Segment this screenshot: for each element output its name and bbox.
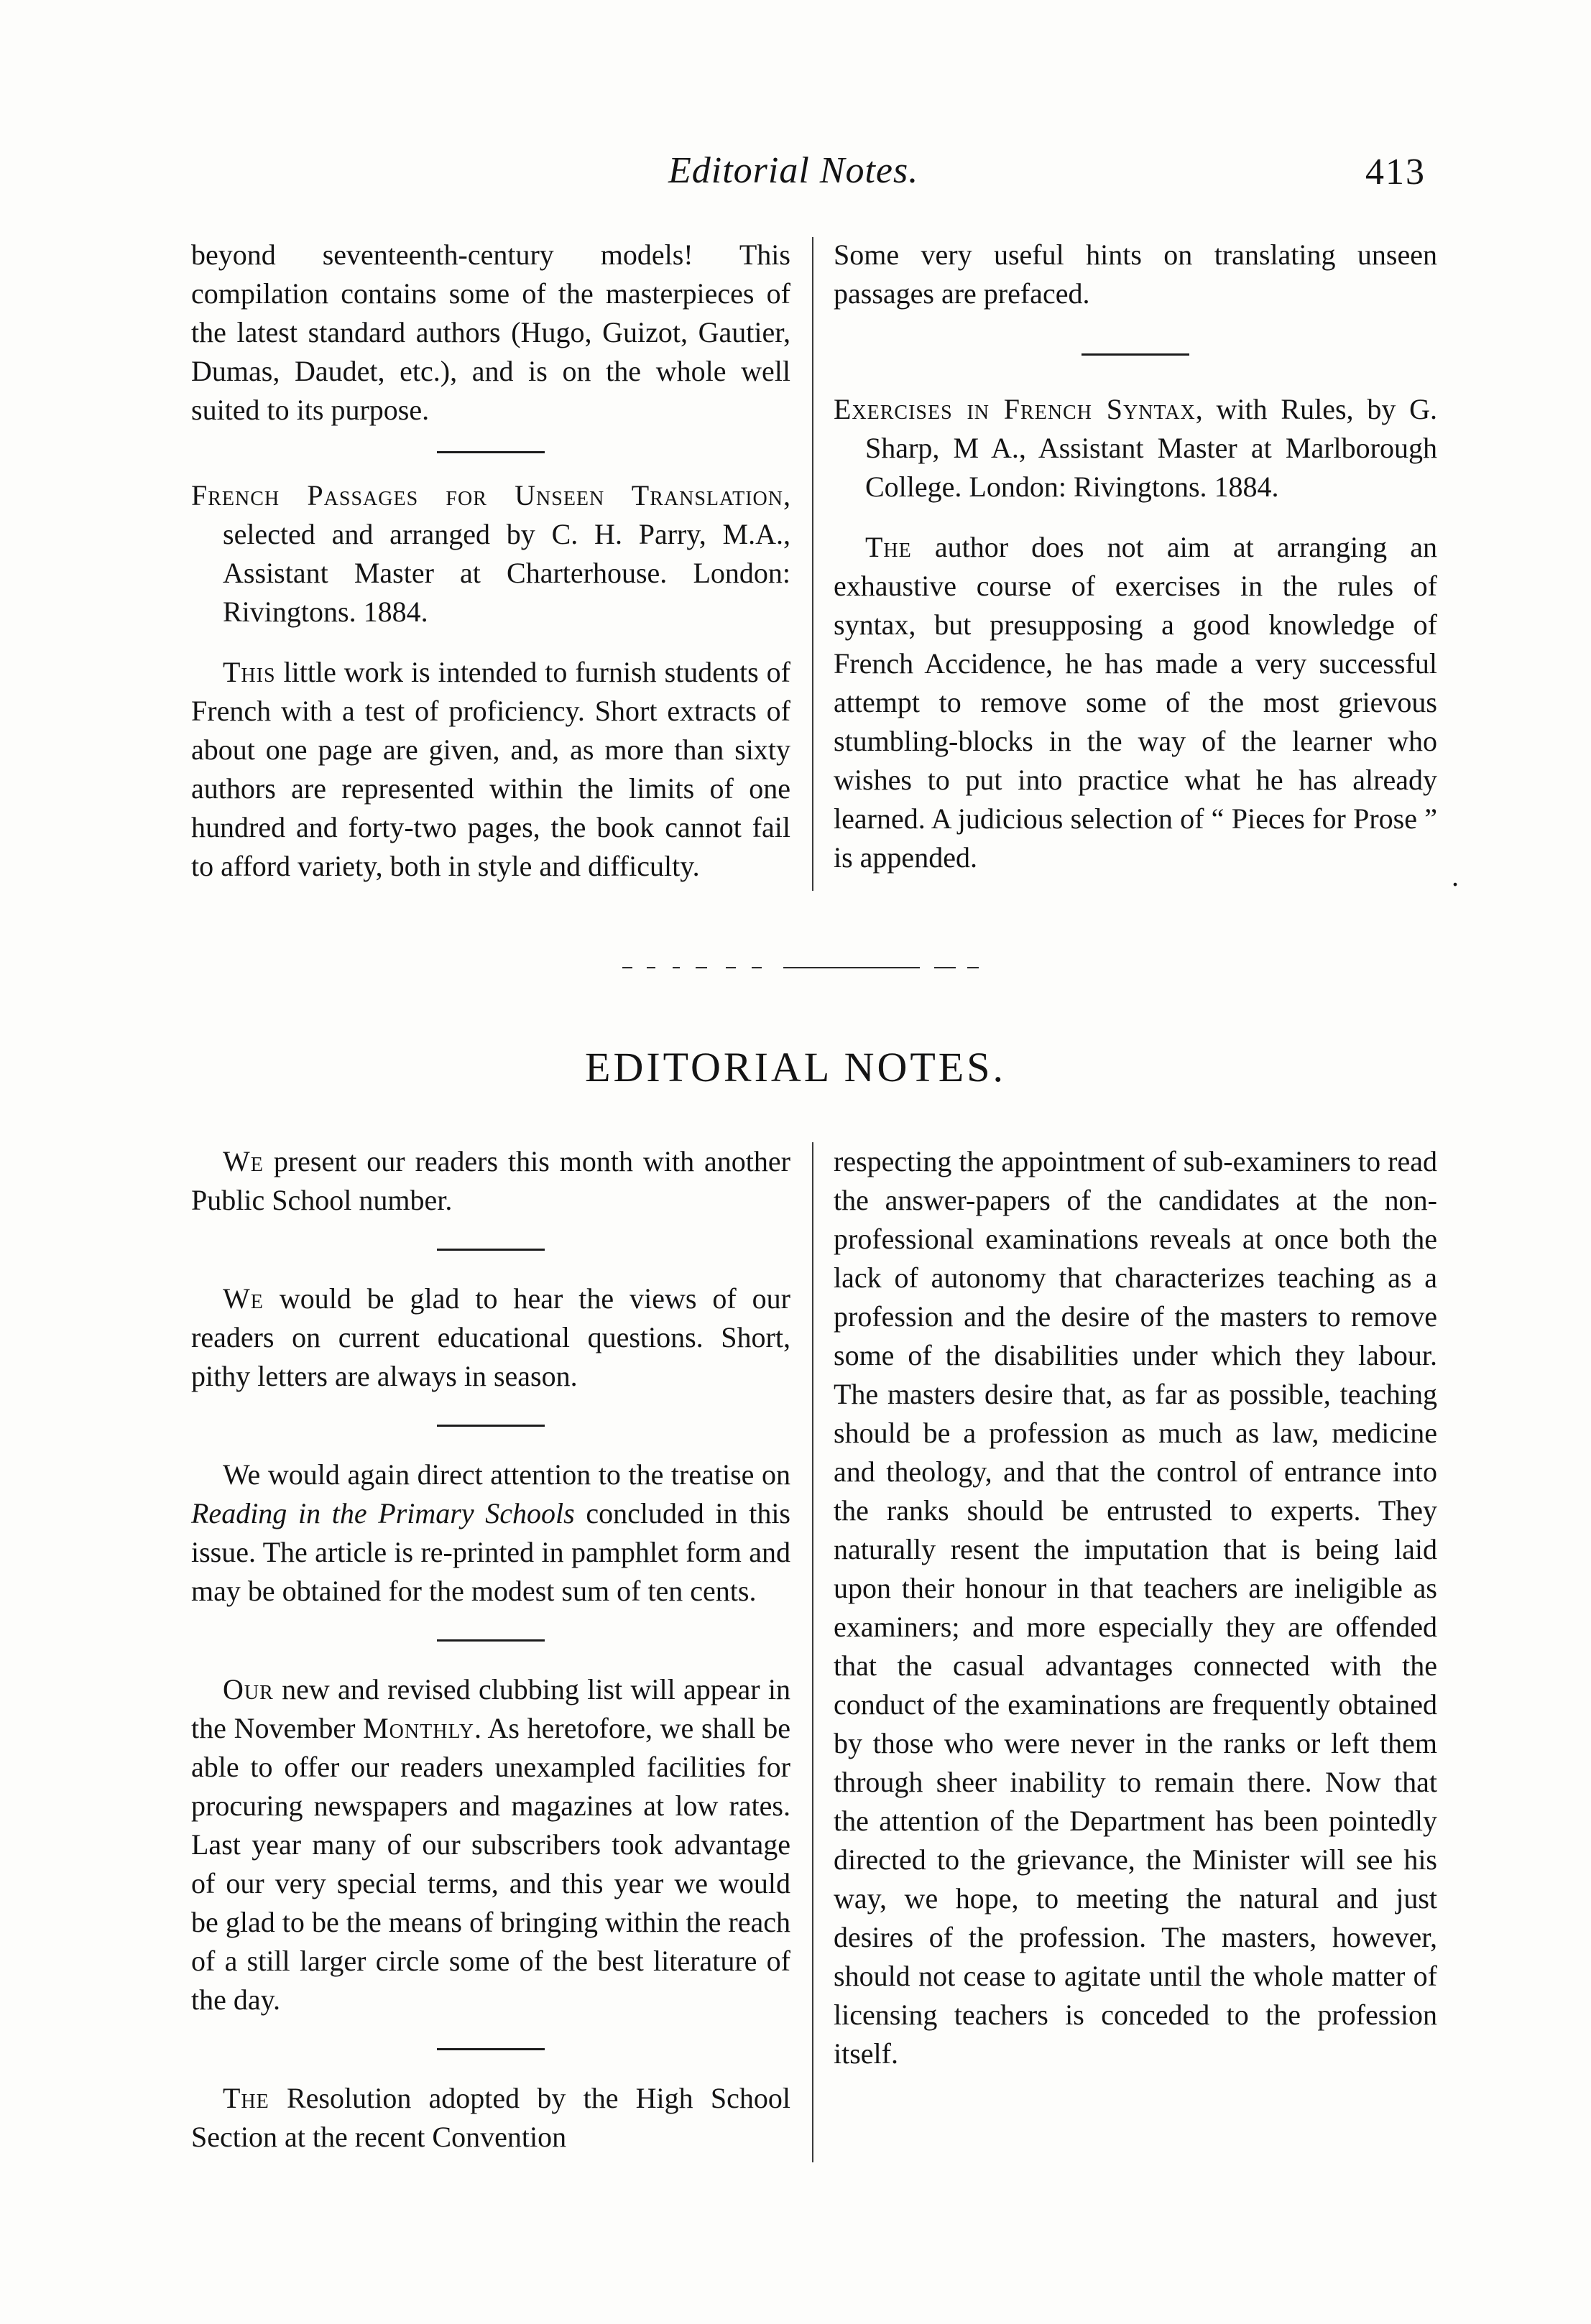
lead-word: This (223, 656, 276, 688)
column-divider-bottom (812, 1142, 813, 2162)
review-continuation: Some very useful hints on translating unseen passages are prefaced. (834, 239, 1437, 310)
review-title: Exercises in French Syntax (834, 393, 1196, 425)
note-text: concluded in this issue. The article is re-printed in pamphlet form and may be obtained for the modest sum of ten cents. (191, 1497, 791, 1607)
column-divider-top (812, 237, 813, 891)
editorial-column-left (191, 1142, 790, 2157)
running-head (0, 149, 1591, 200)
stray-mark: . (1452, 860, 1459, 892)
review-title: French Passages for Unseen Translation (191, 479, 783, 511)
editorial-note (191, 1455, 790, 1611)
dash-segment (934, 967, 956, 968)
review-meta: , selected and arranged by C. H. Parry, M.A., Assistant Master at Charterhouse. London: Rivingtons. 1884. (223, 479, 790, 628)
review-body-text: author does not aim at arranging an exhaustive course of exercises in the rules of syntax, but presupposing a good knowledge of French Accidence, he has made a very successful attempt to remove some of the most grievous stumbling-blocks in the way of the learner who wishes to put into practice what he has already learned. A judicious selection of “ Pieces for Prose ” is appended. (834, 531, 1437, 874)
running-title: Editorial Notes. (668, 150, 919, 191)
note-text: We would again direct attention to the treatise on (223, 1458, 790, 1491)
separator-rule (437, 451, 545, 453)
dash-segment (752, 967, 762, 968)
lead-word: The (223, 2082, 269, 2114)
lead-word: Our (223, 1673, 274, 1705)
dash-segment (647, 967, 655, 968)
note-text: Resolution adopted by the High School Section at the recent Convention (191, 2082, 790, 2153)
lead-word: We (223, 1282, 264, 1315)
section-heading: EDITORIAL NOTES. (585, 1044, 1006, 1091)
note-text: present our readers this month with another Public School number. (191, 1145, 790, 1216)
article-title: Reading in the Primary Schools (191, 1497, 575, 1529)
editorial-note (191, 2079, 790, 2157)
review-entry-french-passages (191, 476, 790, 631)
review-column-left (191, 236, 790, 886)
separator-rule (437, 2048, 545, 2050)
review-body-text: little work is intended to furnish students of French with a test of proficiency. Short extracts of about one page are given, and, as more than sixty authors are represented within the limits of one hundred and forty-two pages, the book cannot fail to afford variety, both in style and difficulty. (191, 656, 790, 882)
review-body (191, 653, 790, 886)
lead-word: We (223, 1145, 264, 1177)
separator-rule (1082, 353, 1189, 356)
dash-segment (673, 967, 680, 968)
review-entry-french-syntax (834, 390, 1437, 506)
separator-rule (437, 1639, 545, 1642)
note-text: new and revised clubbing list will appear in the November (191, 1673, 790, 1744)
dash-segment (726, 967, 736, 968)
separator-rule (437, 1249, 545, 1251)
note-text: . As heretofore, we shall be able to offer our readers unexampled facilities for procuring newspapers and magazines at low rates. Last year many of our subscribers took advantage of our very special terms, and this year we would be glad to be the means of bringing within the reach of a still larger circle some of the best literature of the day. (191, 1712, 790, 2016)
lead-word: The (865, 531, 912, 563)
publication-name: Monthly (363, 1712, 474, 1744)
separator-rule (437, 1425, 545, 1427)
review-column-right (834, 236, 1437, 877)
review-body (834, 528, 1437, 877)
note-text: would be glad to hear the views of our readers on current educational questions. Short, pithy letters are always in season. (191, 1282, 790, 1392)
dash-segment (696, 967, 707, 968)
review-meta: , with Rules, by G. Sharp, M A., Assistant Master at Marlborough College. London: Rivingtons. 1884. (865, 393, 1437, 503)
editorial-note (191, 1279, 790, 1396)
editorial-column-right (834, 1142, 1437, 2073)
page-number: 413 (1365, 152, 1426, 193)
review-continuation: beyond seventeenth-century models! This compilation contains some of the masterpieces of the latest standard authors (Hugo, Guizot, Gautier, Dumas, Daudet, etc.), and is on the whole well suited to its purpose. (191, 239, 790, 426)
editorial-note (191, 1142, 790, 1220)
dash-segment (783, 967, 920, 968)
dash-segment (622, 967, 632, 968)
editorial-note (191, 1670, 790, 2019)
editorial-note-continuation: respecting the appointment of sub-examiners to read the answer-papers of the candidates at the non-professional examinations reveals at once both the lack of autonomy that characterizes teaching as a profession and the desire of the masters to remove some of the disabilities under which they labour. The masters desire that, as far as possible, teaching should be a profession as much as law, medicine and theology, and that the control of entrance into the ranks should be entrusted to experts. They naturally resent the imputation that is being laid upon their honour in that teachers are ineligible as examiners; and more especially they are offended that the casual advantages connected with the conduct of the examinations are frequently obtained by those who were never in the ranks or left them through sheer inability to remain there. Now that the attention of the Department has been pointedly directed to the grievance, the Minister will see his way, we hope, to meeting the natural and just desires of the profession. The masters, however, should not cease to agitate until the whole matter of licensing teachers is conceded to the profession itself. (834, 1145, 1437, 2070)
dash-segment (967, 967, 979, 968)
